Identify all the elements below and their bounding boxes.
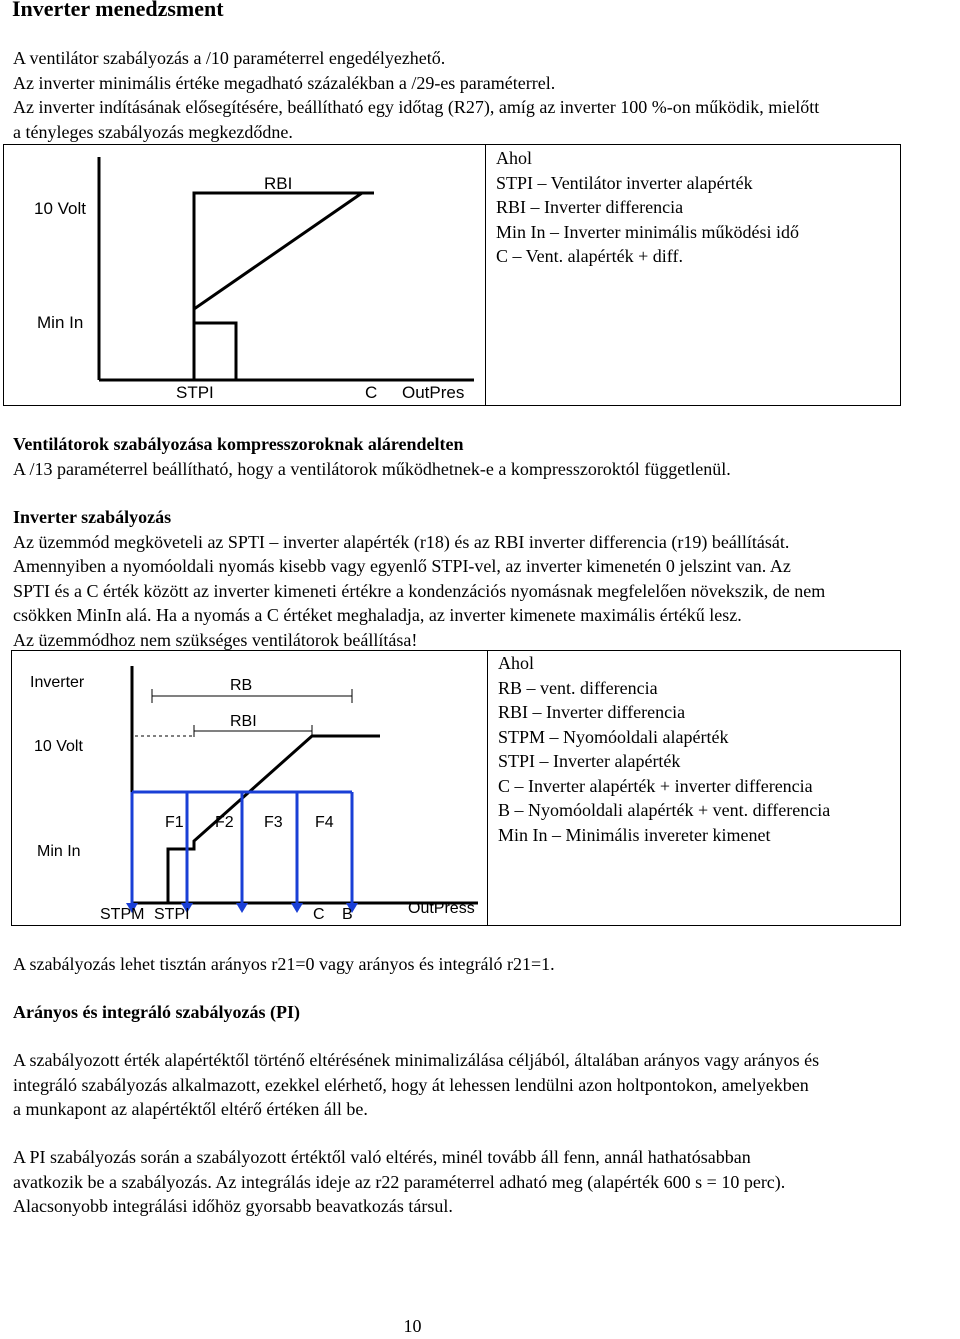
section-line: Az üzemmód megköveteli az SPTI – inverter alapérték (r18) és az RBI inverter differencia (r19) beállítását. [13,531,790,552]
intro-line: A ventilátor szabályozás a /10 paraméterrel engedélyezhető. [13,48,446,68]
diagram1-label-stpi: STPI [176,383,214,402]
page-number: 10 [403,1316,422,1336]
section-line: csökken MinIn alá. Ha a nyomás a C értéket meghaladja, az inverter kimenete maximális értékű lesz. [13,605,742,625]
section-line: SPTI és a C érték között az inverter kimeneti értékre a kondenzációs nyomásnak megfelelően növekszik, de nem [13,580,826,601]
legend-line: B – Nyomóoldali alapérték + vent. differencia [498,800,831,820]
legend-line: STPM – Nyomóoldali alapérték [498,726,729,747]
diagram1-label-outpres: OutPres [402,383,465,402]
diagram2-label-f2: F2 [215,814,234,831]
diagram2-arrowhead [291,903,303,913]
section-heading: Arányos és integráló szabályozás (PI) [13,1002,300,1022]
section-pi-heading [13,1000,958,1025]
legend-line: Min In – Inverter minimális működési idő [496,221,799,242]
note-line: A szabályozás lehet tisztán arányos r21=0 vagy arányos és integráló r21=1. [13,954,555,974]
diagram2-fan-steps [132,792,352,903]
diagram2-chart [12,651,486,925]
intro-line: Az inverter minimális értéke megadható százalékban a /29-es paraméterrel. [13,72,556,93]
diagram2-label-rbi: RBI [230,713,257,730]
diagram2-label-stpi: STPI [154,906,190,923]
diagram2-label-10volt: 10 Volt [34,738,83,755]
legend-line: Ahol [496,148,532,168]
section-pi-paragraph2 [13,1145,958,1219]
diagram1-label-c: C [365,383,378,402]
paragraph-line: Alacsonyobb integrálási időhöz gyorsabb beavatkozás társul. [13,1196,453,1216]
regulation-note [13,952,958,977]
diagram2-label-b: B [342,906,353,923]
section-line: Amennyiben a nyomóoldali nyomás kisebb vagy egyenlő STPI-vel, az inverter kimenetén 0 jelszint van. Az [13,556,791,576]
legend-line: RBI – Inverter differencia [496,197,684,217]
diagram2-label-rb: RB [230,677,253,694]
section-inverter-control [13,505,958,652]
diagram2-divider [487,650,488,926]
diagram1-chart [4,145,484,405]
diagram2-label-inverter: Inverter [30,674,85,691]
diagram2-label-c: C [313,906,325,923]
legend-line: C – Vent. alapérték + diff. [496,246,683,266]
diagram1-label-rbi: RBI [264,174,293,193]
diagram2-label-f4: F4 [315,814,334,831]
legend-line: Min In – Minimális invereter kimenet [498,824,771,845]
section-fans-subordinate [13,432,958,481]
section-pi-paragraph1 [13,1048,958,1122]
diagram2-label-minin: Min In [37,843,81,860]
diagram2-label-f1: F1 [165,814,184,831]
page-title: Inverter menedzsment [12,0,224,21]
paragraph-line: avatkozik be a szabályozás. Az integrálás ideje az r22 paraméterrel adható meg (alapérték 600 s = 10 perc). [13,1171,786,1192]
diagram2-arrowhead [236,903,248,913]
intro-paragraph [13,46,958,144]
paragraph-line: A szabályozott érték alapértéktől történő eltérésének minimalizálása céljából, általában arányos vagy arányos és [13,1050,820,1070]
section-heading: Inverter szabályozás [13,507,172,527]
legend-line: RB – vent. differencia [498,677,658,698]
diagram2-label-outpress: OutPress [408,900,475,917]
diagram2-label-stpm: STPM [100,906,145,923]
legend-line: STPI – Ventilátor inverter alapérték [496,172,753,193]
diagram1-upper-curve [194,193,374,380]
section-text: A /13 paraméterrel beállítható, hogy a ventilátorok működhetnek-e a kompresszoroktól függetlenül. [13,458,731,479]
section-line: Az üzemmódhoz nem szükséges ventilátorok beállítása! [13,629,418,650]
intro-line: a tényleges szabályozás megkezdődne. [13,121,293,142]
paragraph-line: A PI szabályozás során a szabályozott értéktől való eltérés, minél tovább áll fenn, annál hathatósabban [13,1147,751,1167]
diagram1-label-10volt: 10 Volt [34,199,86,218]
paragraph-line: a munkapont az alapértéktől eltérő értéken áll be. [13,1099,368,1119]
legend-line: C – Inverter alapérték + inverter differencia [498,775,813,796]
diagram1-label-minin: Min In [37,313,84,332]
legend-line: RBI – Inverter differencia [498,702,686,722]
legend-line: Ahol [498,653,534,673]
paragraph-line: integráló szabályozás alkalmazott, ezekkel elérhető, hogy át lehessen lendülni azon holtpontokon, amelyekben [13,1074,809,1095]
diagram2-legend [498,651,830,847]
diagram1-legend [496,146,799,269]
diagram1-divider [485,144,486,406]
section-heading: Ventilátorok szabályozása kompresszoroknak alárendelten [13,434,464,454]
diagram1-lower-curve [194,193,362,380]
diagram2-label-f3: F3 [264,814,283,831]
legend-line: STPI – Inverter alapérték [498,751,681,771]
intro-line: Az inverter indításának elősegítésére, beállítható egy időtag (R27), amíg az inverter 100 %-on működik, mielőtt [13,97,820,117]
